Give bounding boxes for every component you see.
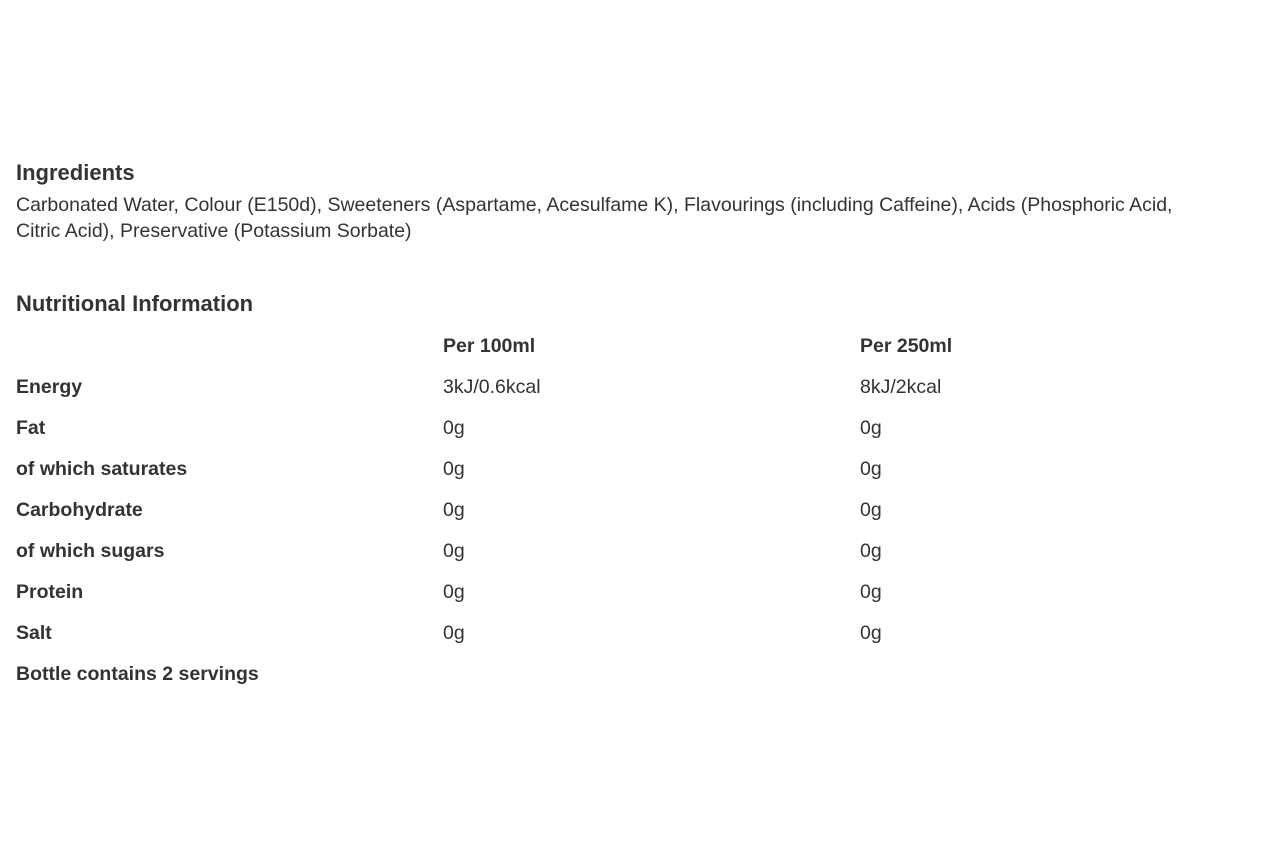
product-info (16, 158, 1274, 695)
column-header-per-100ml: Per 100ml (443, 335, 536, 357)
value-per-250ml: 0g (860, 540, 882, 562)
value-per-250ml: 0g (860, 499, 882, 521)
table-row (16, 531, 1160, 572)
nutrition-header-row (16, 326, 1160, 367)
nutrient-label: Salt (16, 622, 52, 644)
nutrient-label: Protein (16, 581, 84, 603)
nutrient-label: of which saturates (16, 458, 188, 480)
nutrient-label: Energy (16, 376, 83, 398)
value-per-100ml: 0g (443, 417, 465, 439)
table-row (16, 572, 1160, 613)
ingredients-text-line1: Carbonated Water, Colour (E150d), Sweeteners (Aspartame, Acesulfame K), Flavourings (including Caffeine), Acids (Phosphoric Acid, (16, 194, 1173, 216)
column-header-nutrient (16, 326, 443, 367)
nutrient-label: of which sugars (16, 540, 165, 562)
ingredients-text (16, 192, 1274, 244)
value-per-100ml: 0g (443, 540, 465, 562)
nutrient-label: Carbohydrate (16, 499, 143, 521)
value-per-250ml: 0g (860, 458, 882, 480)
value-per-100ml: 0g (443, 458, 465, 480)
table-row (16, 449, 1160, 490)
value-per-250ml: 0g (860, 581, 882, 603)
value-per-250ml: 0g (860, 417, 882, 439)
table-row (16, 490, 1160, 531)
ingredients-heading: Ingredients (16, 160, 135, 185)
value-per-100ml: 0g (443, 622, 465, 644)
nutrition-table (16, 326, 1160, 654)
table-row (16, 367, 1160, 408)
column-header-per-250ml: Per 250ml (860, 335, 953, 357)
servings-note: Bottle contains 2 servings (16, 663, 259, 685)
table-row (16, 408, 1160, 449)
nutrition-heading: Nutritional Information (16, 291, 254, 316)
value-per-100ml: 0g (443, 581, 465, 603)
nutrient-label: Fat (16, 417, 46, 439)
value-per-100ml: 3kJ/0.6kcal (443, 376, 541, 398)
value-per-250ml: 8kJ/2kcal (860, 376, 942, 398)
table-row (16, 613, 1160, 654)
ingredients-text-line2: Citric Acid), Preservative (Potassium Sorbate) (16, 220, 412, 242)
value-per-100ml: 0g (443, 499, 465, 521)
value-per-250ml: 0g (860, 622, 882, 644)
